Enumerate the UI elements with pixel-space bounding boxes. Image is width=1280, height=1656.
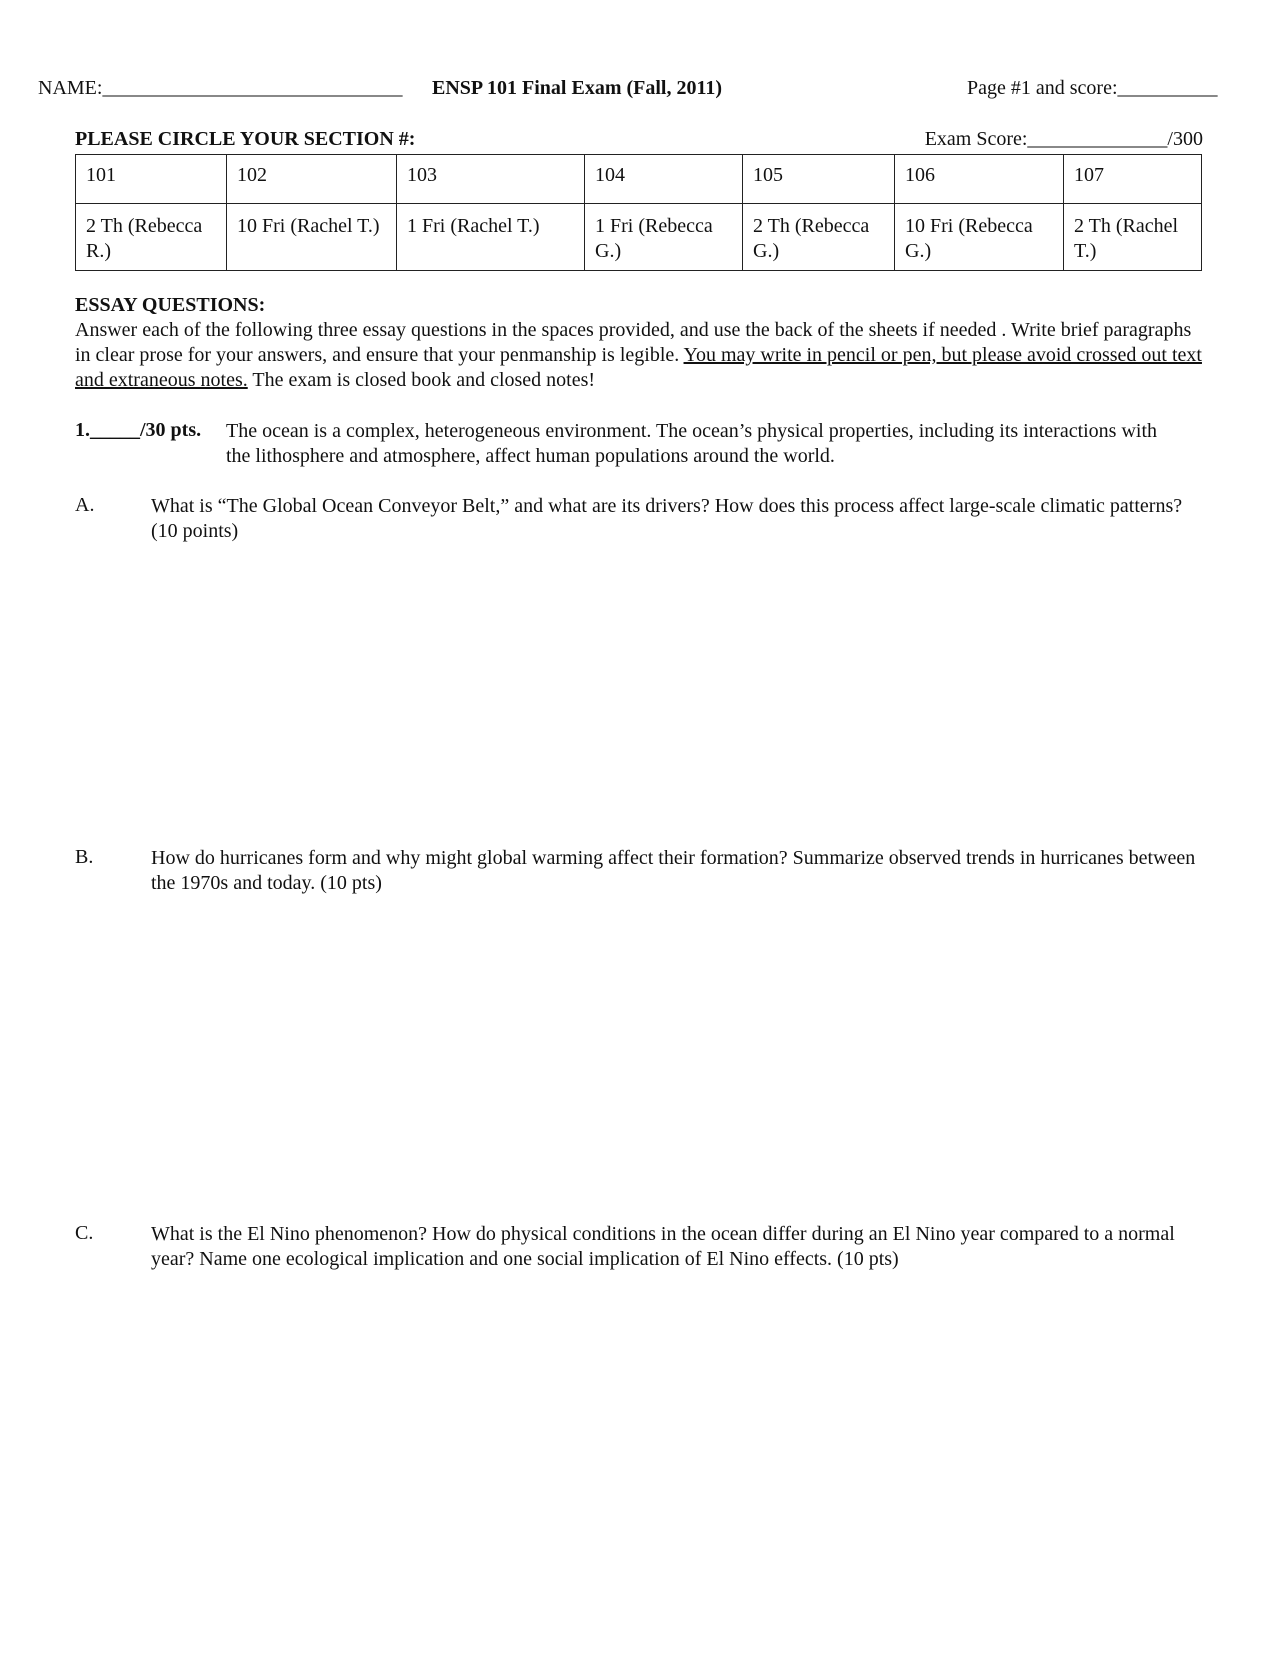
section-time-104[interactable]: 1 Fri (Rebecca G.) (585, 204, 743, 271)
section-cell-106[interactable]: 106 (895, 155, 1064, 204)
part-a-label: A. (75, 494, 95, 516)
question-1-score[interactable]: 1._____/30 pts. (75, 419, 202, 441)
instructions-closing: The exam is closed book and closed notes! (247, 369, 596, 391)
part-b-answer-space[interactable] (151, 902, 1201, 1202)
part-b-question: How do hurricanes form and why might global warming affect their formation? Summarize observed trends in hurricanes between the 1970s and today. (10 pts) (151, 847, 1196, 894)
section-time-105[interactable]: 2 Th (Rebecca G.) (743, 204, 895, 271)
section-table (75, 154, 1202, 271)
question-1-intro: The ocean is a complex, heterogeneous environment. The ocean’s physical properties, including its interactions with the lithosphere and atmosphere, affect human populations around the world. (226, 420, 1158, 467)
section-cell-101[interactable]: 101 (76, 155, 227, 204)
section-time-row (76, 204, 1202, 271)
section-time-102[interactable]: 10 Fri (Rachel T.) (227, 204, 397, 271)
section-number-row (76, 155, 1202, 204)
instructions-underlined: You may write in pencil or pen, but please avoid crossed out text and extraneous notes. (75, 344, 1202, 391)
part-c-label: C. (75, 1222, 94, 1244)
part-c-question: What is the El Nino phenomenon? How do physical conditions in the ocean differ during an El Nino year compared to a normal year? Name one ecological implication and one social implication of El Nino effects. (10 pts) (151, 1223, 1175, 1270)
part-c-answer-space[interactable] (151, 1280, 1201, 1620)
exam-title: ENSP 101 Final Exam (Fall, 2011) (432, 77, 723, 99)
page-score-field[interactable]: Page #1 and score:__________ (967, 77, 1218, 99)
section-time-103[interactable]: 1 Fri (Rachel T.) (397, 204, 585, 271)
part-a-question: What is “The Global Ocean Conveyor Belt,” and what are its drivers? How does this process affect large-scale climatic patterns? (10 points) (151, 495, 1183, 542)
circle-section-label: PLEASE CIRCLE YOUR SECTION #: (75, 128, 416, 150)
essay-heading: ESSAY QUESTIONS: (75, 294, 266, 316)
section-time-107[interactable]: 2 Th (Rachel T.) (1064, 204, 1202, 271)
section-cell-103[interactable]: 103 (397, 155, 585, 204)
section-cell-104[interactable]: 104 (585, 155, 743, 204)
name-field-label[interactable]: NAME:______________________________ (38, 77, 403, 99)
instructions-text: Answer each of the following three essay questions in the spaces provided, and use the back of the sheets if needed . Write brief paragraphs in clear prose for your answers, and ensure that your penmanship is legible. (75, 319, 1192, 366)
section-cell-105[interactable]: 105 (743, 155, 895, 204)
section-cell-107[interactable]: 107 (1064, 155, 1202, 204)
section-cell-102[interactable]: 102 (227, 155, 397, 204)
section-time-101[interactable]: 2 Th (Rebecca R.) (76, 204, 227, 271)
essay-instructions (75, 318, 1205, 393)
exam-score-field[interactable]: Exam Score:______________/300 (924, 128, 1203, 150)
part-a-answer-space[interactable] (151, 550, 1201, 830)
part-b-label: B. (75, 846, 94, 868)
section-time-106[interactable]: 10 Fri (Rebecca G.) (895, 204, 1064, 271)
